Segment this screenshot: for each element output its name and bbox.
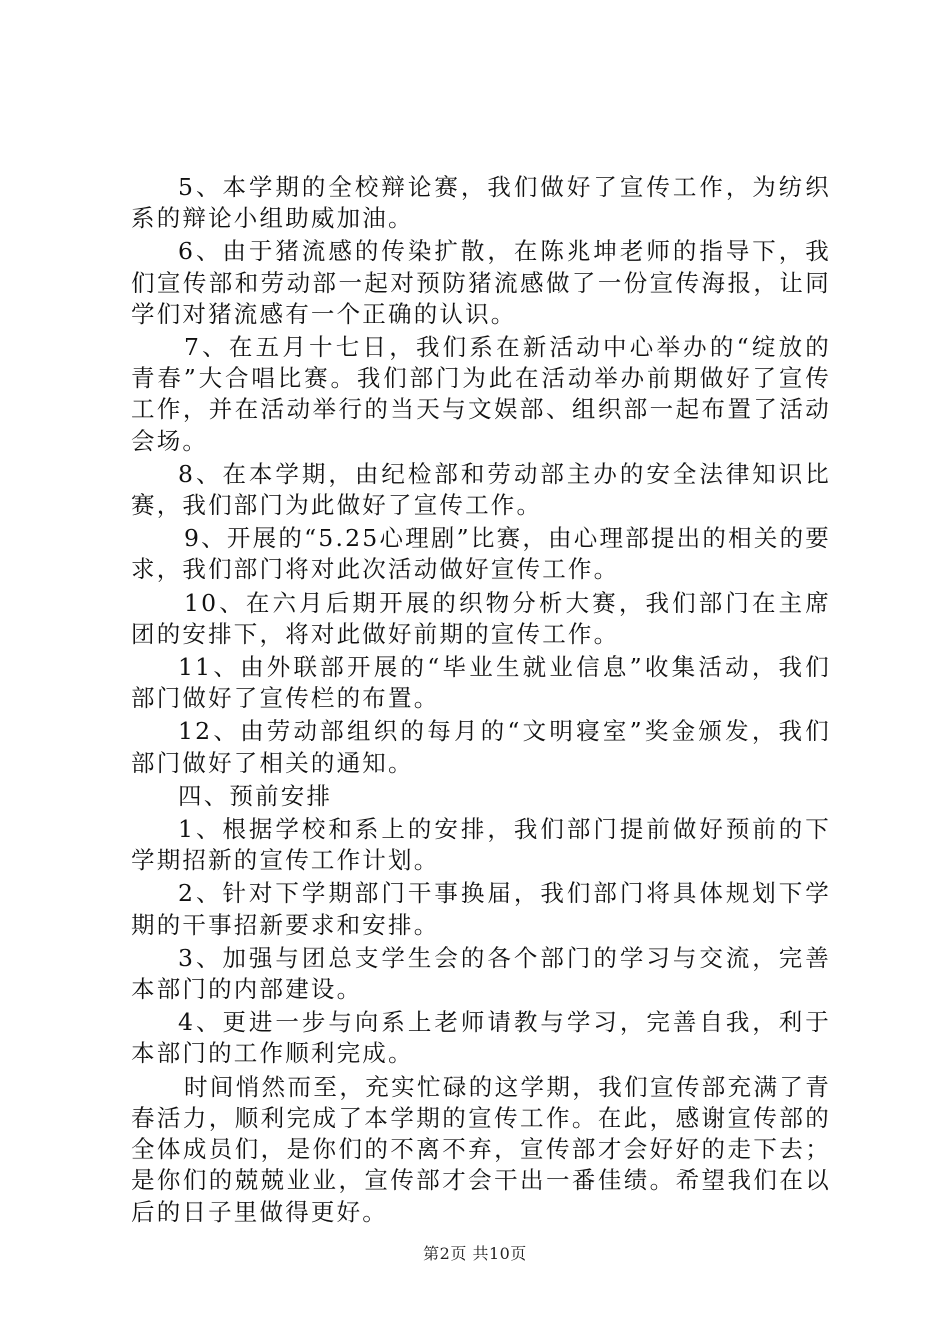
- paragraph-item-7: 7、在五月十七日，我们系在新活动中心举办的“绽放的青春”大合唱比赛。我们部门为此在活动举办前期做好了宣传工作，并在活动举行的当天与文娱部、组织部一起布置了活动会场。: [131, 333, 831, 455]
- document-body: [131, 172, 831, 1230]
- closing-paragraph: 时间悄然而至，充实忙碌的这学期，我们宣传部充满了青春活力，顺利完成了本学期的宣传工作。在此，感谢宣传部的全体成员们，是你们的不离不弃，宣传部才会好好的走下去；是你们的兢兢业业，宣传部才会干出一番佳绩。希望我们在以后的日子里做得更好。: [131, 1072, 831, 1226]
- paragraph-item-5: 5、本学期的全校辩论赛，我们做好了宣传工作，为纺织系的辩论小组助威加油。: [131, 173, 831, 233]
- paragraph-item-6: 6、由于猪流感的传染扩散，在陈兆坤老师的指导下，我们宣传部和劳动部一起对预防猪流感做了一份宣传海报，让同学们对猪流感有一个正确的认识。: [131, 237, 831, 328]
- plan-item-1: 1、根据学校和系上的安排，我们部门提前做好预前的下学期招新的宣传工作计划。: [131, 815, 831, 875]
- plan-item-3: 3、加强与团总支学生会的各个部门的学习与交流，完善本部门的内部建设。: [131, 943, 831, 1004]
- plan-item-2: 2、针对下学期部门干事换届，我们部门将具体规划下学期的干事招新要求和安排。: [131, 879, 831, 939]
- paragraph-item-10: 10、在六月后期开展的织物分析大赛，我们部门在主席团的安排下，将对此做好前期的宣传工作。: [131, 588, 831, 648]
- section-heading-advance-plan: 四、预前安排: [178, 781, 333, 810]
- paragraph-item-9: 9、开展的“5.25心理剧”比赛，由心理部提出的相关的要求，我们部门将对此次活动做好宣传工作。: [131, 524, 831, 584]
- paragraph-item-12: 12、由劳动部组织的每月的“文明寝室”奖金颁发，我们部门做好了相关的通知。: [131, 717, 831, 777]
- paragraph-item-11: 11、由外联部开展的“毕业生就业信息”收集活动，我们部门做好了宣传栏的布置。: [131, 653, 831, 713]
- paragraph-item-8: 8、在本学期，由纪检部和劳动部主办的安全法律知识比赛，我们部门为此做好了宣传工作。: [131, 459, 831, 520]
- plan-item-4: 4、更进一步与向系上老师请教与学习，完善自我，利于本部门的工作顺利完成。: [131, 1008, 831, 1068]
- page-number-footer: 第2页 共10页: [423, 1244, 527, 1263]
